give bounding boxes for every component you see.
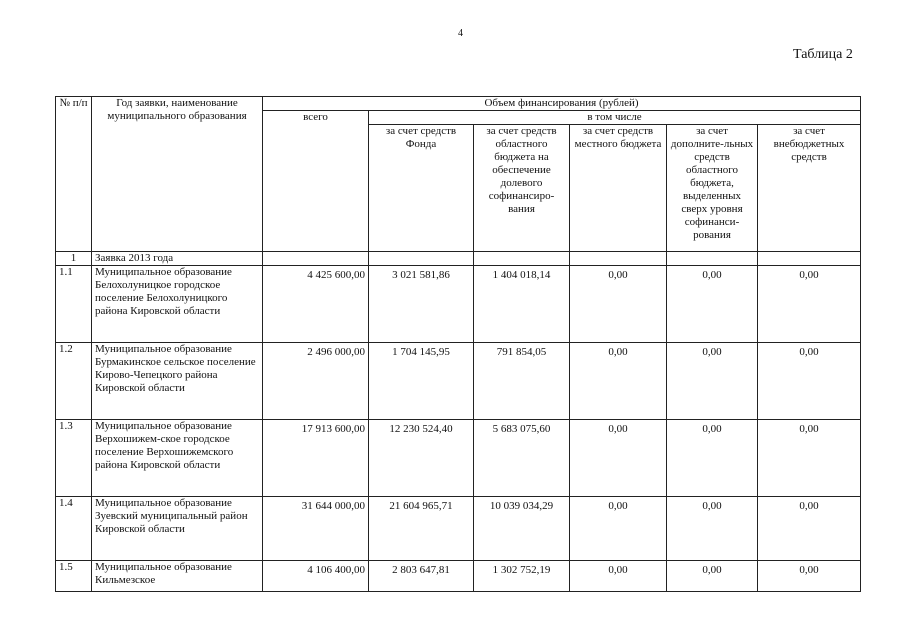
row-regional-extra: 0,00 <box>667 266 758 343</box>
table-row <box>56 266 861 343</box>
row-fund: 3 021 581,86 <box>369 266 474 343</box>
empty-cell <box>570 252 667 266</box>
table-row <box>56 497 861 561</box>
empty-cell <box>758 252 861 266</box>
row-regional-cofin: 10 039 034,29 <box>474 497 570 561</box>
col-header-name: Год заявки, наименование муниципального образования <box>92 97 263 252</box>
row-fund: 1 704 145,95 <box>369 343 474 420</box>
empty-cell <box>369 252 474 266</box>
col-header-regional-extra: за счет дополните-льных средств областного бюджета, выделенных сверх уровня софинанси-рования <box>667 125 758 252</box>
section-label: Заявка 2013 года <box>92 252 263 266</box>
row-regional-cofin: 1 404 018,14 <box>474 266 570 343</box>
empty-cell <box>263 252 369 266</box>
row-name: Муниципальное образование Зуевский муниципальный район Кировской области <box>92 497 263 561</box>
col-header-offbudget: за счет внебюджетных средств <box>758 125 861 252</box>
row-num: 1.4 <box>56 497 92 561</box>
row-offbudget: 0,00 <box>758 561 861 592</box>
row-name: Муниципальное образование Белохолуницкое городское поселение Белохолуницкого района Кировской области <box>92 266 263 343</box>
empty-cell <box>474 252 570 266</box>
row-name: Муниципальное образование Бурмакинское сельское поселение Кирово-Чепецкого района Кировской области <box>92 343 263 420</box>
row-local: 0,00 <box>570 497 667 561</box>
row-regional-cofin: 1 302 752,19 <box>474 561 570 592</box>
row-regional-extra: 0,00 <box>667 420 758 497</box>
col-header-total: всего <box>263 111 369 252</box>
row-offbudget: 0,00 <box>758 266 861 343</box>
row-regional-extra: 0,00 <box>667 343 758 420</box>
row-num: 1.1 <box>56 266 92 343</box>
row-total: 31 644 000,00 <box>263 497 369 561</box>
row-total: 4 106 400,00 <box>263 561 369 592</box>
col-header-funding: Объем финансирования (рублей) <box>263 97 861 111</box>
section-num: 1 <box>56 252 92 266</box>
row-total: 17 913 600,00 <box>263 420 369 497</box>
empty-cell <box>667 252 758 266</box>
row-local: 0,00 <box>570 561 667 592</box>
row-name: Муниципальное образование Верхошижем-ское городское поселение Верхошижемского района Кировской области <box>92 420 263 497</box>
row-local: 0,00 <box>570 266 667 343</box>
row-regional-extra: 0,00 <box>667 497 758 561</box>
row-regional-cofin: 791 854,05 <box>474 343 570 420</box>
col-header-num: № п/п <box>56 97 92 252</box>
table-row <box>56 343 861 420</box>
col-header-local: за счет средств местного бюджета <box>570 125 667 252</box>
row-regional-extra: 0,00 <box>667 561 758 592</box>
col-header-regional-cofin: за счет средств областного бюджета на обеспечение долевого софинансиро-вания <box>474 125 570 252</box>
row-regional-cofin: 5 683 075,60 <box>474 420 570 497</box>
row-offbudget: 0,00 <box>758 343 861 420</box>
table-row <box>56 561 861 592</box>
row-num: 1.2 <box>56 343 92 420</box>
row-offbudget: 0,00 <box>758 497 861 561</box>
page-number: 4 <box>458 28 463 39</box>
row-total: 2 496 000,00 <box>263 343 369 420</box>
col-header-fund: за счет средств Фонда <box>369 125 474 252</box>
header-row-1 <box>56 97 861 111</box>
row-num: 1.3 <box>56 420 92 497</box>
col-header-including: в том числе <box>369 111 861 125</box>
section-row <box>56 252 861 266</box>
row-name: Муниципальное образование Кильмезское <box>92 561 263 592</box>
row-total: 4 425 600,00 <box>263 266 369 343</box>
row-offbudget: 0,00 <box>758 420 861 497</box>
funding-table <box>55 96 861 592</box>
table-title: Таблица 2 <box>793 47 853 62</box>
row-fund: 12 230 524,40 <box>369 420 474 497</box>
table-row <box>56 420 861 497</box>
row-fund: 21 604 965,71 <box>369 497 474 561</box>
row-fund: 2 803 647,81 <box>369 561 474 592</box>
row-local: 0,00 <box>570 343 667 420</box>
row-local: 0,00 <box>570 420 667 497</box>
row-num: 1.5 <box>56 561 92 592</box>
